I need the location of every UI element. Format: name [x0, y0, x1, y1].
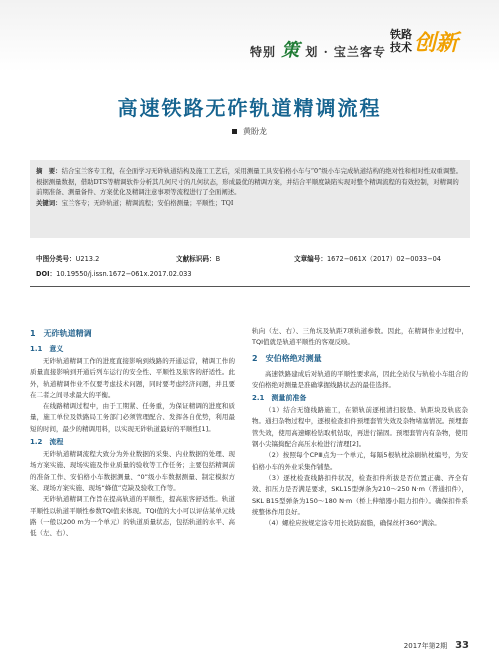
logo-big-text: 创新: [414, 30, 459, 56]
paragraph: 无砟轨道精调流程大致分为外业数据的采集、内业数据的处理、现场方案实施、现场实施及作业质量的验收等工作任务；主要包括精调前的准备工作、安伯格小车数据测量、“0”级小车数据测量、制定模拟方案、现场方案实施、现场“蜂值”克缺及验收工作等。: [30, 450, 235, 492]
paragraph: （4）螺栓应按规定涂专用长效防腐脂，确保丝杆360°满涂。: [265, 519, 441, 528]
page-footer: [404, 640, 469, 651]
issue-label: 2017年第2期: [403, 642, 448, 650]
paragraph: （2）按照每个CPⅢ点为一个单元，每隔5根轨枕涂刷轨枕编号，为安伯格小车的外业采集作铺垫。: [252, 451, 468, 471]
article-number-value: 1672−061X（2017）02−0033−04: [326, 255, 441, 263]
column-header-ce: 策: [281, 40, 301, 61]
doi: [36, 268, 192, 278]
doi-label: DOI：: [36, 270, 57, 278]
author-line: [0, 126, 499, 137]
subsection-heading: 2.1 测量前准备: [252, 394, 307, 403]
clc-number: [36, 253, 99, 263]
abstract-label: 摘 要：: [36, 167, 62, 175]
author-square-icon: [232, 129, 237, 134]
paragraph: 无砟轨道精调工作的进度直接影响到线路的开通运营，精调工作的质量直接影响到开通后列车运行的安全性、平顺性及旅客的舒适性。此外，轨道精调作业不仅要考虑技术问题，同时要考虑经济问题，并且要在二者之间寻求最大的平衡。: [30, 357, 235, 399]
doc-code-label: 文献标识码：: [176, 255, 216, 263]
innovation-logo: [390, 26, 470, 60]
column-header: [250, 36, 386, 62]
column-header-pre: 特别: [250, 45, 277, 59]
column-header-post: 划 · 宝兰客专: [305, 45, 386, 59]
document-code: [176, 253, 220, 263]
abstract: [36, 166, 464, 208]
left-column: [30, 328, 235, 539]
author-name: 黄盼龙: [243, 127, 267, 136]
paragraph: 高速铁路建成后对轨道的平顺性要求高，因此全站仪与轨检小车组合的安伯格绝对测量是准确掌握线路状态的最佳选择。: [252, 369, 468, 389]
abstract-body: [36, 166, 464, 198]
doi-value: 10.19550/j.issn.1672−061x.2017.02.033: [56, 270, 192, 278]
keywords-label: 关键词：: [36, 198, 62, 207]
article-title: 高速铁路无砟轨道精调流程: [117, 96, 382, 120]
paragraph: 无砟轨道精调工作旨在提高轨道的平顺性，提高旅客舒适性。轨道平顺性以轨道平顺性参数TQI值来体现。TQI值的大小可以评估某单元线路（一般以200 m为一个单元）的轨道质量状态，包括轨道的水平、高低（左、右）、: [30, 495, 235, 538]
clc-value: U213.2: [75, 255, 100, 263]
section-heading: 2 安伯格绝对测量: [252, 353, 322, 363]
article-number: [294, 253, 441, 263]
divider-rule: [30, 286, 470, 287]
keywords-text: 宝兰客专；无砟轨道；精调流程；安伯格测量；平顺性；TQI: [61, 198, 234, 207]
logo-small-text: 铁路技术: [390, 28, 412, 54]
page-number: 33: [455, 640, 469, 651]
paragraph: （1）结合无缝线路施工，在锁轨前逐根清扫胶垫、轨距块及轨底杂物。通扫杂物过程中，逐根检查扣件预埋套管失效及杂物堵塞情况。预埋套管失效，使用高速螺栓钻取机钻取，再进行锚固。预埋套管内有杂物，使用钢小尖镐捣配合高压水枪进行清理[2]。: [252, 406, 468, 449]
paragraph: 在线路精调过程中，由于工期紧、任务重，为保证精调的进度和质量，施工单位及铁路局工务部门必须管理配合、发挥各自优势，利用最短的时间，最少的精调用料，以实现无砟轨道最好的平顺性[1]。: [30, 402, 235, 433]
right-column: [252, 326, 468, 529]
section-heading: 1 无砟轨道精调: [30, 329, 92, 338]
clc-label: 中图分类号：: [36, 255, 76, 263]
subsection-heading: 1.2 流程: [30, 438, 64, 447]
abstract-text: 结合宝兰客专工程，在全面学习无砟轨道结构及施工工艺后，采用测量工具安伯格小车与“0”级小车完成轨道结构的绝对性和相对性双重调整。根据测量数据，借助DTS等精调软件分析其几何尺寸的几何状态，形成最优的精调方案，并结合平顺度缺陷实现对整个精调流程的有效控制，对精调的前期准备、测量备件、方案优化及精调注意事项等流程进行了全面阐述。: [36, 167, 462, 196]
doc-code-value: B: [215, 255, 221, 263]
paragraph: 轨向（左、右）、三角坑及轨距7项轨道参数。因此，在精调作业过程中，TQI值就是轨道平顺性的客观反映。: [252, 327, 468, 347]
subsection-heading: 1.1 意义: [30, 345, 64, 353]
paragraph: （3）逐枕检查线路扣件状况，检查扣件所拔是否位置正确、齐全有效、扣压力是否满足要求，SKL15型弹条为210～250 N·m（普通扣件），SKL B15型弹条为150～180 N·m（桥上伸缩器小阻力扣件）。确保扣件系统整体作用良好。: [252, 473, 468, 516]
keywords: [36, 198, 464, 209]
article-number-label: 文章编号：: [294, 255, 327, 263]
